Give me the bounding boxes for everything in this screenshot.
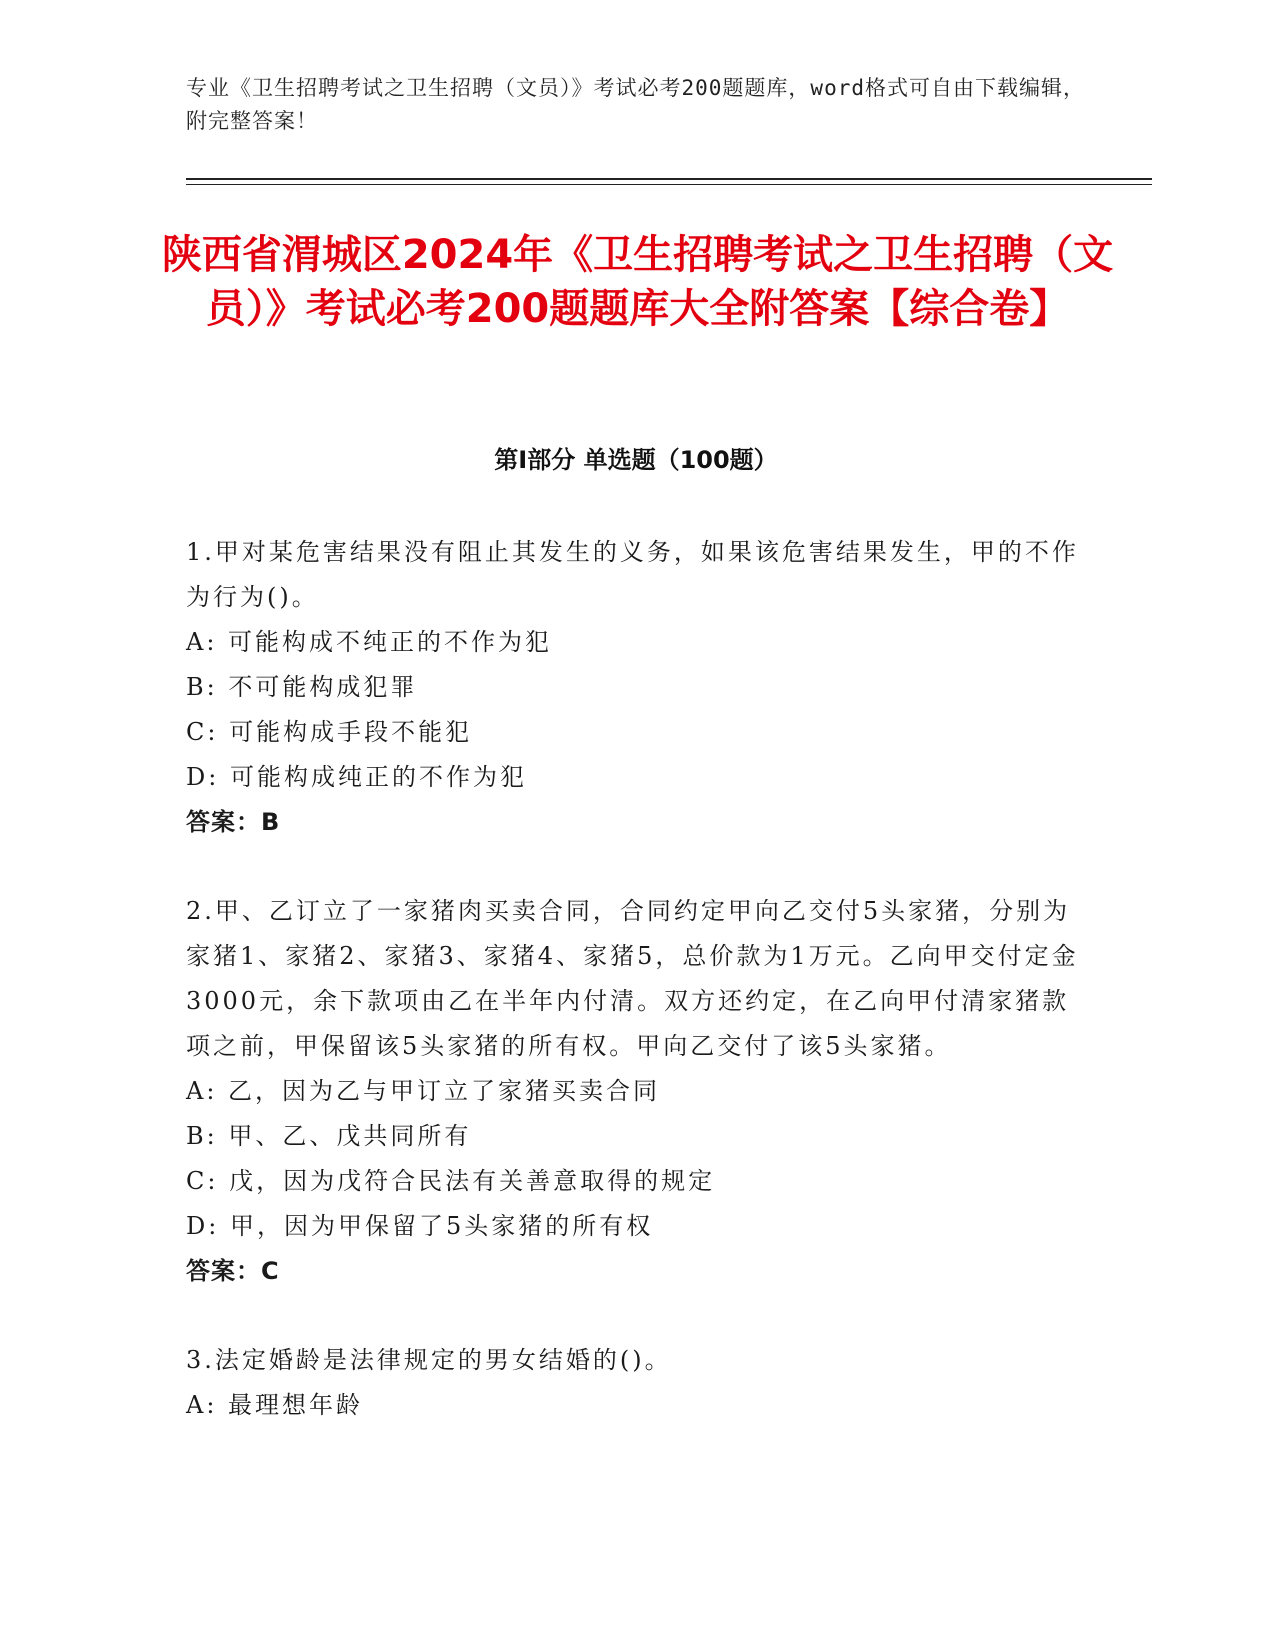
- question-3: [186, 1338, 1086, 1428]
- option-b: B: 甲、乙、戊共同所有: [186, 1122, 472, 1150]
- question-list: [186, 530, 1086, 1472]
- question-stem: 3.法定婚龄是法律规定的男女结婚的()。: [186, 1346, 672, 1374]
- answer-line: 答案：C: [186, 1257, 280, 1285]
- question-stem: 2.甲、乙订立了一家猪肉买卖合同，合同约定甲向乙交付5头家猪，分别为家猪1、家猪2、家猪3、家猪4、家猪5，总价款为1万元。乙向甲交付定金3000元，余下款项由乙在半年内付清。双方还约定，在乙向甲付清家猪款项之前，甲保留该5头家猪的所有权。甲向乙交付了该5头家猪。: [186, 897, 1079, 1060]
- answer-line: 答案：B: [186, 808, 281, 836]
- option-c: C: 戊，因为戊符合民法有关善意取得的规定: [186, 1167, 716, 1195]
- question-1: [186, 530, 1086, 845]
- option-a: A: 可能构成不纯正的不作为犯: [186, 628, 553, 656]
- header-divider-thick: [186, 178, 1152, 180]
- section-heading: 第Ⅰ部分 单选题（100题）: [494, 446, 778, 474]
- option-a: A: 最理想年龄: [186, 1391, 364, 1419]
- option-d: D: 可能构成纯正的不作为犯: [186, 763, 527, 791]
- document-title: 陕西省渭城区2024年《卫生招聘考试之卫生招聘（文员）》考试必考200题题库大全附答案【综合卷】: [161, 232, 1114, 332]
- option-b: B: 不可能构成犯罪: [186, 673, 418, 701]
- option-a: A: 乙，因为乙与甲订立了家猪买卖合同: [186, 1077, 661, 1105]
- header-divider-thin: [186, 184, 1152, 185]
- header-note: 专业《卫生招聘考试之卫生招聘（文员）》考试必考200题题库，word格式可自由下载编辑，附完整答案！: [186, 76, 1085, 133]
- question-2: [186, 889, 1086, 1294]
- option-d: D: 甲，因为甲保留了5头家猪的所有权: [186, 1212, 654, 1240]
- option-c: C: 可能构成手段不能犯: [186, 718, 473, 746]
- question-stem: 1.甲对某危害结果没有阻止其发生的义务，如果该危害结果发生，甲的不作为行为()。: [186, 538, 1079, 611]
